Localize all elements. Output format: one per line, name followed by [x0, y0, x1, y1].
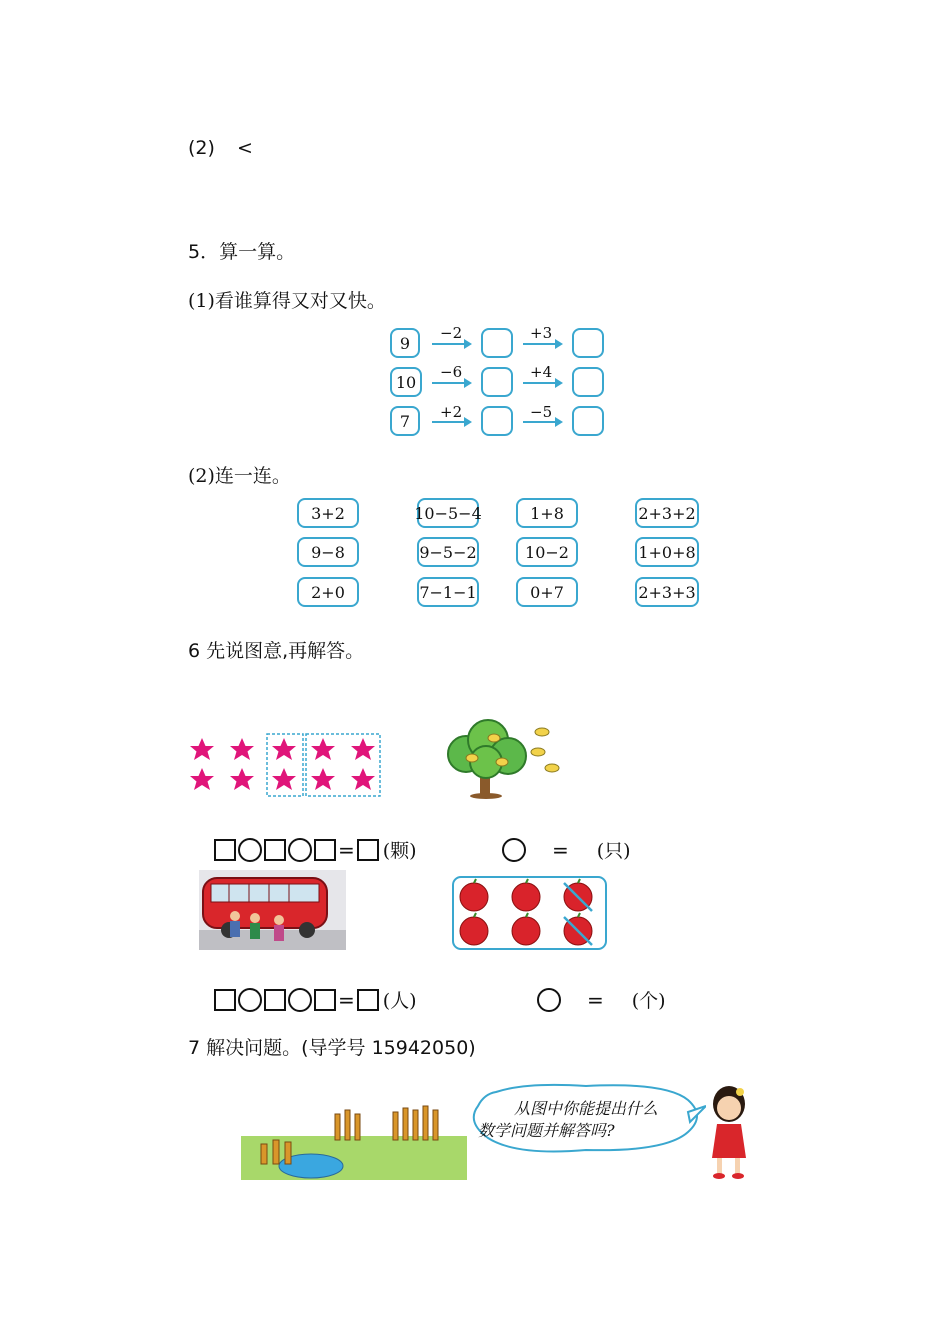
prev-item-symbol: <: [236, 137, 253, 159]
operator-circle[interactable]: [288, 988, 312, 1012]
chain-start-value: 9: [399, 333, 411, 353]
q7-title: 7 解决问题。(导学号 15942050): [188, 1037, 476, 1059]
match-expression[interactable]: 2+0: [297, 577, 359, 607]
operator-circle[interactable]: [288, 838, 312, 862]
chain-op: −6: [440, 363, 463, 381]
operator-circle[interactable]: [502, 838, 526, 862]
unit-label: (人): [382, 990, 417, 1012]
equals-sign: =: [338, 987, 355, 1012]
q5-part2-label: (2)连一连。: [188, 465, 291, 487]
chain-op: −5: [530, 403, 553, 421]
equation-apples: [537, 986, 666, 1013]
chain-op: +2: [440, 403, 463, 421]
speech-bubble-line1: 从图中你能提出什么: [514, 1099, 659, 1118]
answer-square[interactable]: [314, 839, 336, 861]
stars-picture: [186, 730, 386, 800]
tree-birds-picture: [444, 718, 574, 800]
chain-op: −2: [440, 324, 463, 342]
match-expression[interactable]: 0+7: [516, 577, 578, 607]
q5-title: 5．算一算。: [188, 241, 296, 263]
answer-box[interactable]: [481, 406, 513, 436]
answer-box[interactable]: [572, 328, 604, 358]
answer-box[interactable]: [481, 367, 513, 397]
chain-start-value: 10: [395, 372, 417, 392]
unit-label: (个): [631, 990, 666, 1012]
apples-picture: [452, 876, 608, 951]
q6-title: 6 先说图意,再解答。: [188, 640, 365, 662]
match-expression[interactable]: 3+2: [297, 498, 359, 528]
answer-box[interactable]: [481, 328, 513, 358]
operator-circle[interactable]: [537, 988, 561, 1012]
match-expression[interactable]: 2+3+3: [635, 577, 699, 607]
match-expression[interactable]: 10−5−4: [417, 498, 479, 528]
bus-picture: [199, 870, 346, 950]
equation-bus: [214, 986, 417, 1013]
match-expression[interactable]: 1+8: [516, 498, 578, 528]
giraffe-landscape-picture: [241, 1094, 467, 1180]
answer-square[interactable]: [214, 839, 236, 861]
girl-character-picture: [704, 1082, 754, 1182]
q5-part1-label: (1)看谁算得又对又快。: [188, 290, 386, 312]
arrow-icon: [523, 343, 561, 345]
match-expression[interactable]: 2+3+2: [635, 498, 699, 528]
match-expression[interactable]: 9−8: [297, 537, 359, 567]
chain-start-box: [390, 328, 420, 358]
match-expression[interactable]: 7−1−1: [417, 577, 479, 607]
chain-op: +3: [530, 324, 553, 342]
answer-box[interactable]: [572, 406, 604, 436]
unit-label: (只): [596, 840, 631, 862]
chain-start-box: [390, 406, 420, 436]
match-expression[interactable]: 1+0+8: [635, 537, 699, 567]
answer-square[interactable]: [264, 989, 286, 1011]
arrow-icon: [523, 382, 561, 384]
equals-sign: =: [552, 837, 569, 862]
prev-item-number: (2): [188, 137, 215, 159]
unit-label: (颗): [382, 840, 417, 862]
answer-square[interactable]: [357, 839, 379, 861]
match-expression[interactable]: 10−2: [516, 537, 578, 567]
operator-circle[interactable]: [238, 838, 262, 862]
answer-box[interactable]: [572, 367, 604, 397]
operator-circle[interactable]: [238, 988, 262, 1012]
answer-square[interactable]: [264, 839, 286, 861]
answer-square[interactable]: [357, 989, 379, 1011]
equals-sign: =: [587, 987, 604, 1012]
equals-sign: =: [338, 837, 355, 862]
chain-start-box: [390, 367, 422, 397]
match-expression[interactable]: 9−5−2: [417, 537, 479, 567]
answer-square[interactable]: [214, 989, 236, 1011]
chain-op: +4: [530, 363, 553, 381]
arrow-icon: [432, 382, 470, 384]
answer-square[interactable]: [314, 989, 336, 1011]
equation-birds: [502, 836, 631, 863]
arrow-icon: [432, 421, 470, 423]
chain-start-value: 7: [399, 411, 411, 431]
arrow-icon: [523, 421, 561, 423]
equation-stars: [214, 836, 417, 863]
prev-item-label: [188, 137, 253, 159]
speech-bubble-line2: 数学问题并解答吗?: [478, 1121, 615, 1140]
arrow-icon: [432, 343, 470, 345]
